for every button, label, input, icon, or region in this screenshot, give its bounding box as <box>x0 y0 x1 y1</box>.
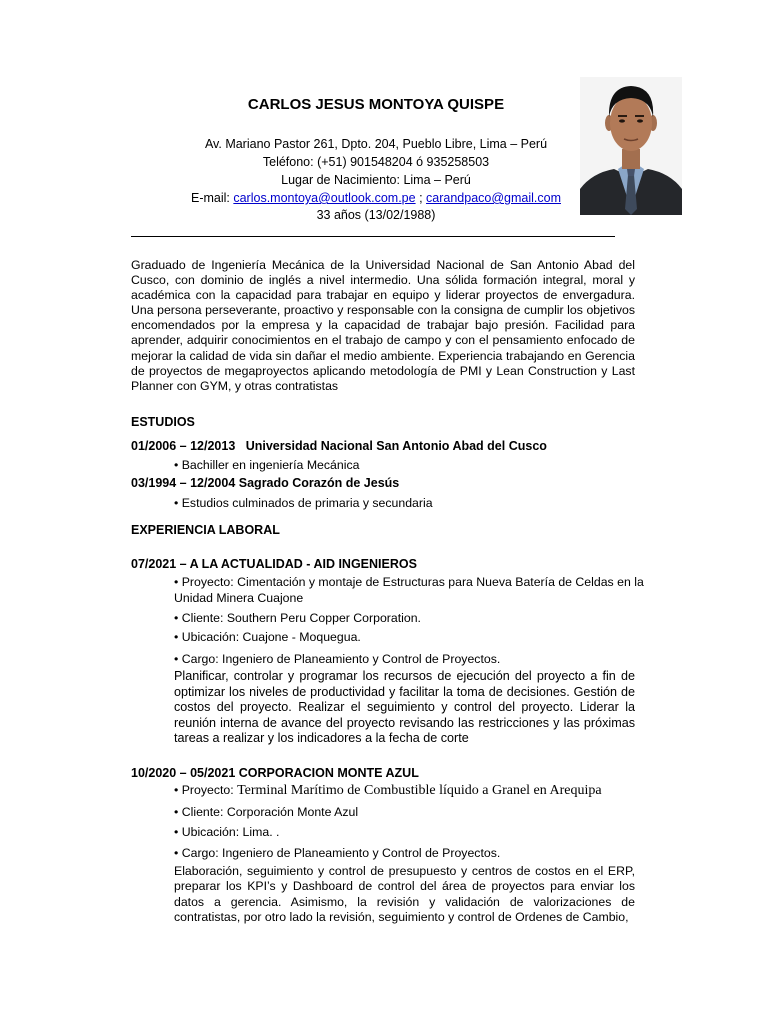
studies-heading: ESTUDIOS <box>131 415 195 429</box>
job-project <box>174 783 602 799</box>
age: 33 años (13/02/1988) <box>316 208 436 222</box>
birthplace: Lugar de Nacimiento: Lima – Perú <box>281 173 471 187</box>
candidate-name: CARLOS JESUS MONTOYA QUISPE <box>247 96 505 113</box>
study-entry-1 <box>131 439 547 453</box>
study-institution: Sagrado Corazón de Jesús <box>238 476 400 490</box>
job-client: • Cliente: Southern Peru Copper Corporation. <box>174 611 421 625</box>
study-institution: Universidad Nacional San Antonio Abad del Cusco <box>245 439 547 453</box>
profile-summary: Graduado de Ingeniería Mecánica de la Universidad Nacional de San Antonio Abad del Cusco, con dominio de inglés a nivel intermedio. Una sólida formación integral, moral y académica con la capacidad para trabajar en equipo y liderar proyectos de envergadura. Una persona perseverante, proactivo y responsable con la consigna de cumplir los objetivos encomendados por la empresa y la capacidad de trabajar bajo presión. Facilidad para aprender, adquirir conocimientos en el trabajo de campo y con el pensamiento enfocado de mejorar la calidad de vida sin dañar el medio ambiente. Experiencia trabajando en Gerencia de proyectos de megaproyectos aplicando metodología de PMI y Lean Construction y Last Planner con GYM, y otras contratistas <box>131 258 635 393</box>
study-entry-2 <box>131 476 399 490</box>
job-role: • Cargo: Ingeniero de Planeamiento y Control de Proyectos. <box>174 652 501 666</box>
study-detail: • Bachiller en ingeniería Mecánica <box>174 458 360 472</box>
address: Av. Mariano Pastor 261, Dpto. 204, Pueblo Libre, Lima – Perú <box>204 137 548 151</box>
study-detail: • Estudios culminados de primaria y secundaria <box>174 496 433 510</box>
email-label: E-mail: <box>190 191 234 205</box>
job-location: • Ubicación: Lima. . <box>174 825 280 839</box>
profile-photo <box>580 77 682 215</box>
study-period: 01/2006 – 12/2013 <box>131 439 236 453</box>
study-period: 03/1994 – 12/2004 <box>131 476 236 490</box>
job-project-value: Terminal Marítimo de Combustible líquido a Granel en Arequipa <box>237 783 602 798</box>
job-title: 10/2020 – 05/2021 CORPORACION MONTE AZUL <box>131 766 419 780</box>
email-separator: ; <box>415 191 427 205</box>
header-divider <box>131 236 615 237</box>
job-project: • Proyecto: Cimentación y montaje de Estructuras para Nueva Batería de Celdas en la Unidad Minera Cuajone <box>174 575 644 605</box>
experience-heading: EXPERIENCIA LABORAL <box>131 523 280 537</box>
job-description: Elaboración, seguimiento y control de presupuesto y centros de costos en el ERP, preparar los KPI’s y Dashboard de control del área de proyectos para enviar los datos a gerencia. Asimismo, la revisión y validación de valorizaciones de contratistas, por otro lado la revisión, seguimiento y control de Ordenes de Cambio, <box>174 864 635 925</box>
job-title: 07/2021 – A LA ACTUALIDAD - AID INGENIEROS <box>131 557 417 571</box>
email-line <box>130 189 622 207</box>
job-description: Planificar, controlar y programar los recursos de ejecución del proyecto a fin de optimizar los niveles de productividad y facilitar la toma de decisiones. Gestión de costos del proyecto. Realizar el seguimiento y control del proyecto. Liderar la reunión interna de avance del proyecto revisando las restricciones y las próximas tareas a realizar y los indicadores a la fecha de corte <box>174 669 635 746</box>
email-link-primary[interactable]: carlos.montoya@outlook.com.pe <box>233 191 416 205</box>
email-link-secondary[interactable]: carandpaco@gmail.com <box>426 191 561 205</box>
phone: Teléfono: (+51) 901548204 ó 935258503 <box>262 155 490 169</box>
job-role: • Cargo: Ingeniero de Planeamiento y Control de Proyectos. <box>174 846 501 860</box>
job-client: • Cliente: Corporación Monte Azul <box>174 805 359 819</box>
job-project-label: • Proyecto: <box>174 783 238 797</box>
job-location: • Ubicación: Cuajone - Moquegua. <box>174 630 361 644</box>
